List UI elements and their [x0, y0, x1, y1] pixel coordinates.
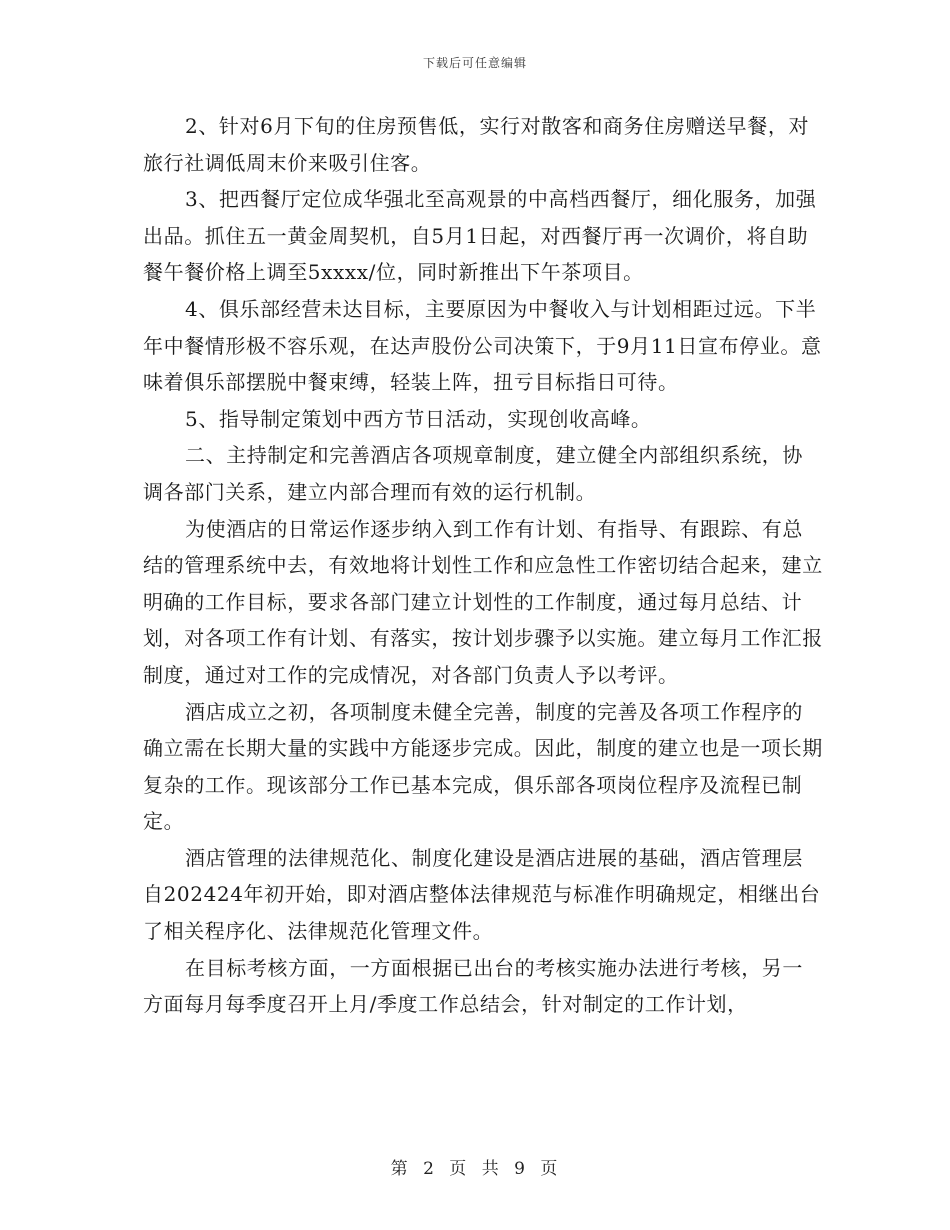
document-body [143, 108, 823, 1023]
paragraph-legal-standardization: 酒店管理的法律规范化、制度化建设是酒店进展的基础，酒店管理层自202424年初开始，即对酒店整体法律规范与标准作明确规定，相继出台了相关程序化、法律规范化管理文件。 [143, 845, 821, 944]
section-heading-2: 二、主持制定和完善酒店各项规章制度，建立健全内部组织系统，协调各部门关系，建立内部合理而有效的运行机制。 [143, 443, 803, 504]
paragraph-item-5: 5、指导制定策划中西方节日活动，实现创收高峰。 [185, 406, 652, 431]
page-header: 下载后可任意编辑 [422, 56, 527, 70]
paragraph-assessment: 在目标考核方面，一方面根据已出台的考核实施办法进行考核，另一方面每月每季度召开上月/季度工作总结会，针对制定的工作计划， [143, 955, 803, 1017]
page-number: 第 2 页 共 9 页 [390, 1159, 560, 1179]
paragraph-regulations: 酒店成立之初，各项制度未健全完善，制度的完善及各项工作程序的确立需在长期大量的实践中方能逐步完成。因此，制度的建立也是一项长期复杂的工作。现该部分工作已基本完成，俱乐部各项岗位程序及流程已制定。 [143, 699, 823, 834]
paragraph-item-4: 4、俱乐部经营未达目标，主要原因为中餐收入与计划相距过远。下半年中餐情形极不容乐观，在达声股份公司决策下，于9月11日宣布停业。意味着俱乐部摆脱中餐束缚，轻装上阵，扭亏目标指日可待。 [143, 296, 822, 395]
paragraph-planning: 为使酒店的日常运作逐步纳入到工作有计划、有指导、有跟踪、有总结的管理系统中去，有效地将计划性工作和应急性工作密切结合起来，建立明确的工作目标，要求各部门建立计划性的工作制度，通过每月总结、计划，对各项工作有计划、有落实，按计划步骤予以实施。建立每月工作汇报制度，通过对工作的完成情况，对各部门负责人予以考评。 [143, 516, 823, 687]
paragraph-item-2: 2、针对6月下旬的住房预售低，实行对散客和商务住房赠送早餐，对旅行社调低周末价来吸引住客。 [143, 114, 810, 175]
paragraph-item-3: 3、把西餐厅定位成华强北至高观景的中高档西餐厅，细化服务，加强出品。抓住五一黄金周契机，自5月1日起，对西餐厅再一次调价，将自助餐午餐价格上调至5xxxx/位，同时新推出下午茶项目。 [143, 187, 817, 285]
